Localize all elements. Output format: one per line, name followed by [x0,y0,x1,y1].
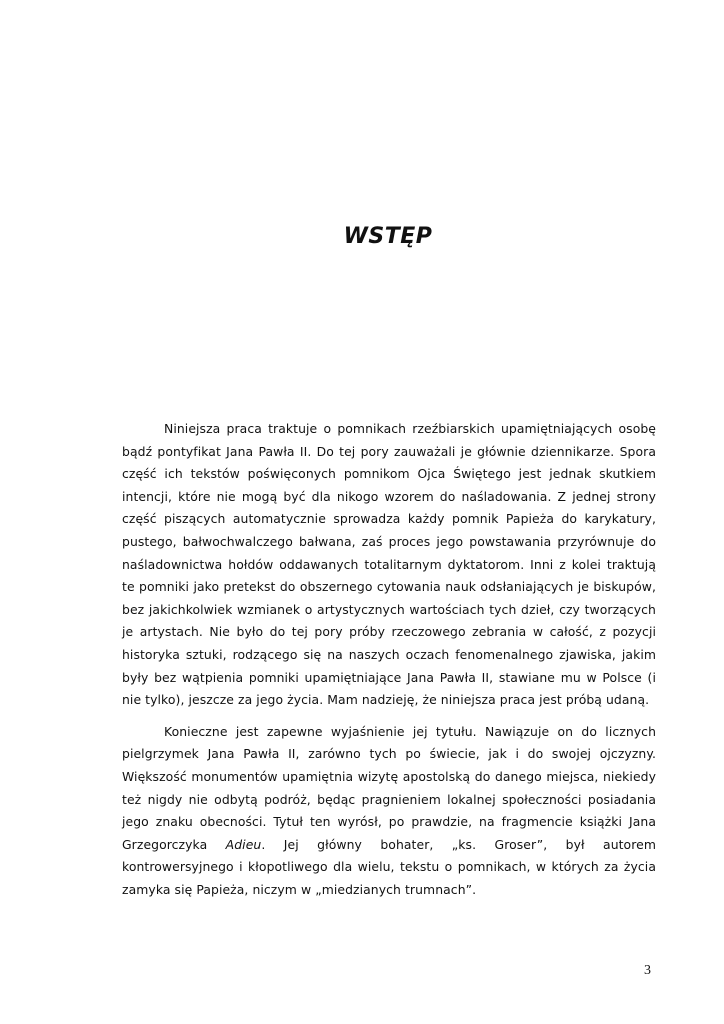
book-title-italic: Adieu [225,836,262,852]
paragraph-2 [122,721,656,902]
paragraph-2-text-end: . Jej główny bohater, „ks. Groser”, był autorem kontrowersyjnego i kłopotliwego dla wielu, tekstu o pomnikach, w których za życia zamyka się Papieża, niczym w „miedzianych trumnach”. [122,836,656,897]
page-number: 3 [644,963,651,978]
paragraph-2-text-start: Konieczne jest zapewne wyjaśnienie jej tytułu. Nawiązuje on do licznych pielgrzymek Jana Pawła II, zarówno tych po świecie, jak i do swojej ojczyzny. Większość monumentów upamiętnia wizytę apostolską do danego miejsca, niekiedy też nigdy nie odbytą podróż, będąc pragnieniem lokalnej społeczności posiadania jego znaku obecności. Tytuł ten wyrósł, po prawdzie, na fragmencie książki Jana Grzegorczyka [122,723,656,852]
paragraph-1: Niniejsza praca traktuje o pomnikach rzeźbiarskich upamiętniających osobę bądź pontyfikat Jana Pawła II. Do tej pory zauważali je głównie dziennikarze. Spora część ich tekstów poświęconych pomnikom Ojca Świętego jest jednak skutkiem intencji, które nie mogą być dla nikogo wzorem do naśladowania. Z jednej strony część piszących automatycznie sprowadza każdy pomnik Papieża do karykatury, pustego, bałwochwalczego bałwana, zaś proces jego powstawania przyrównuje do naśladownictwa hołdów oddawanych totalitarnym dyktatorom. Inni z kolei traktują te pomniki jako pretekst do obszernego cytowania nauk odsłaniających je biskupów, bez jakichkolwiek wzmianek o artystycznych wartościach tych dzieł, czy tworzących je artystach. Nie było do tej pory próby rzeczowego zebrania w całość, z pozycji historyka sztuki, rodzącego się na naszych oczach fenomenalnego zjawiska, jakim były bez wątpienia pomniki upamiętniające Jana Pawła II, stawiane mu w Polsce (i nie tylko), jeszcze za jego życia. Mam nadzieję, że niniejsza praca jest próbą udaną. [122,421,656,708]
body-text [122,418,656,910]
page-title: WSTĘP [343,224,433,249]
